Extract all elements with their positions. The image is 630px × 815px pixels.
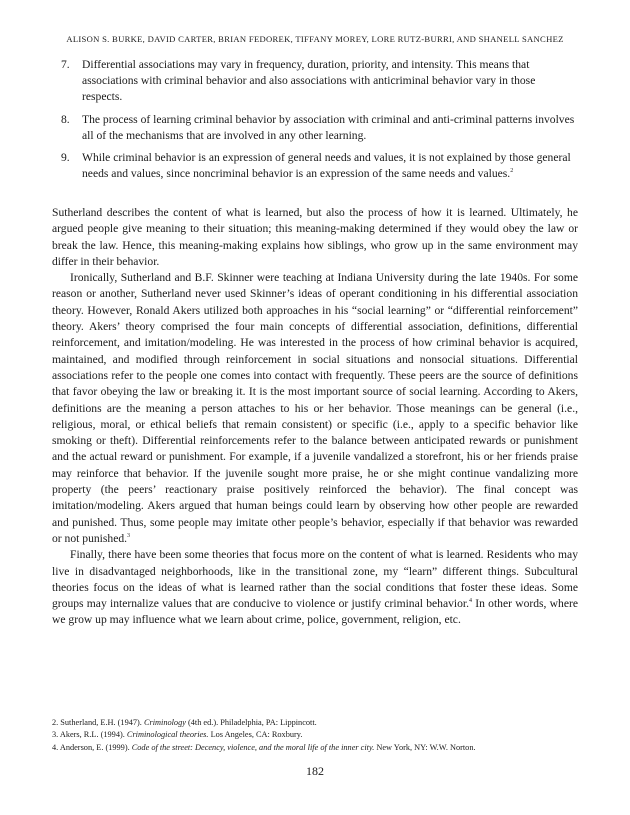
list-item-number: 8. xyxy=(61,112,70,126)
footnote-text: New York, NY: W.W. Norton. xyxy=(374,742,476,752)
list-item-number: 9. xyxy=(61,151,70,165)
footnote-title: Code of the street: Decency, violence, and the moral life of the inner city. xyxy=(131,742,375,752)
footnote xyxy=(52,742,578,754)
paragraph xyxy=(52,205,578,270)
paragraph-text: Sutherland describes the content of what is learned, but also the process of how it is learned. Ultimately, he argued people give meaning to their situation; this meaning-making determined if they would obey the law or break the law. Hence, this meaning-making explains how siblings, who grow up in the same environment may differ in their behavior. xyxy=(52,206,578,268)
list-item-number: 7. xyxy=(61,58,70,71)
list-item xyxy=(52,112,578,144)
footnote xyxy=(52,717,578,729)
list-item-text: While criminal behavior is an expression of general needs and values, it is not explained by those general needs and values, since noncriminal behavior is an expression of the same needs and values. xyxy=(82,151,571,181)
page-number: 182 xyxy=(306,764,324,778)
list-item-text: The process of learning criminal behavior by association with criminal and anti-criminal patterns involves all of the mechanisms that are involved in any other learning. xyxy=(82,112,575,142)
footnote-text: 4. Anderson, E. (1999). xyxy=(52,742,132,752)
footnote xyxy=(52,729,578,741)
footnote-text: Los Angeles, CA: Roxbury. xyxy=(208,730,303,740)
paragraph xyxy=(52,547,578,628)
footnotes xyxy=(52,717,578,754)
paragraph-text-continued: In other words, where we grow up may influence what we learn about crime, police, government, religion, etc. xyxy=(52,597,578,627)
paragraph xyxy=(52,270,578,547)
list-item xyxy=(52,57,578,106)
paragraph-text: Finally, there have been some theories that focus more on the content of what is learned. Residents who may live in disadvantaged neighborhoods, like in the transitional zone, my “learn” different things. Subcultural theories focus on the ideas of what is learned rather than the social conditions that foster these ideas. Some groups may internalize values that are conducive to violence or justify criminal behavior. xyxy=(52,548,578,611)
footnote-title: Criminology xyxy=(143,718,186,727)
body-text xyxy=(52,205,578,629)
footnote-marker: 2 xyxy=(510,168,514,175)
footnote-marker: 4 xyxy=(469,598,473,605)
footnote-marker: 3 xyxy=(127,533,131,540)
list-item-text: Differential associations may vary in frequency, duration, priority, and intensity. This means that associations with criminal behavior and also associations with anticriminal behavior vary in those respects. xyxy=(82,58,536,104)
numbered-list xyxy=(52,57,578,188)
footnote-text: (4th ed.). Philadelphia, PA: Lippincott. xyxy=(185,718,317,727)
footnote-text: 3. Akers, R.L. (1994). xyxy=(52,730,127,740)
footnote-text: 2. Sutherland, E.H. (1947). xyxy=(52,718,144,727)
list-item xyxy=(52,150,578,182)
running-head: ALISON S. BURKE, DAVID CARTER, BRIAN FEDOREK, TIFFANY MOREY, LORE RUTZ-BURRI, AND SHANELL SANCHEZ xyxy=(66,34,564,44)
footnote-title: Criminological theories. xyxy=(126,730,209,740)
paragraph-text: Ironically, Sutherland and B.F. Skinner were teaching at Indiana University during the late 1940s. For some reason or another, Sutherland never used Skinner’s ideas of operant conditioning in his differential association theory. However, Ronald Akers utilized both approaches in his “social learning” or “differential reinforcement” theory. Akers’ theory comprised the four main concepts of differential association, definitions, differential reinforcement, and imitation/modeling. He was interested in the process of how criminal behavior is acquired, maintained, and modified through reinforcement in social situations and nonsocial situations. Differential associations refer to the people one comes into contact with frequently. These peers are the source of definitions that favor obeying the law or breaking it. It is the most important source of social learning. According to Akers, definitions are the meaning a person attaches to his or her behavior. Those meanings can be general (i.e., religious, moral, or ethical beliefs that remain consistent) or specific (i.e., apply to a specific behavior like smoking or theft). Differential reinforcements refer to the balance between anticipated rewards or punishment and the actual reward or punishment. For example, if a juvenile vandalized a storefront, his or her friends praise may reinforce that behavior. If the juvenile sought more praise, he or she might continue vandalizing more property (the peers’ reactionary praise positively reinforced the behavior). The final concept was imitation/modeling. Akers argued that human beings could learn by observing how other people are rewarded and punished. Thus, some people may imitate other people’s behavior, especially if that behavior was rewarded or not punished. xyxy=(52,271,578,545)
